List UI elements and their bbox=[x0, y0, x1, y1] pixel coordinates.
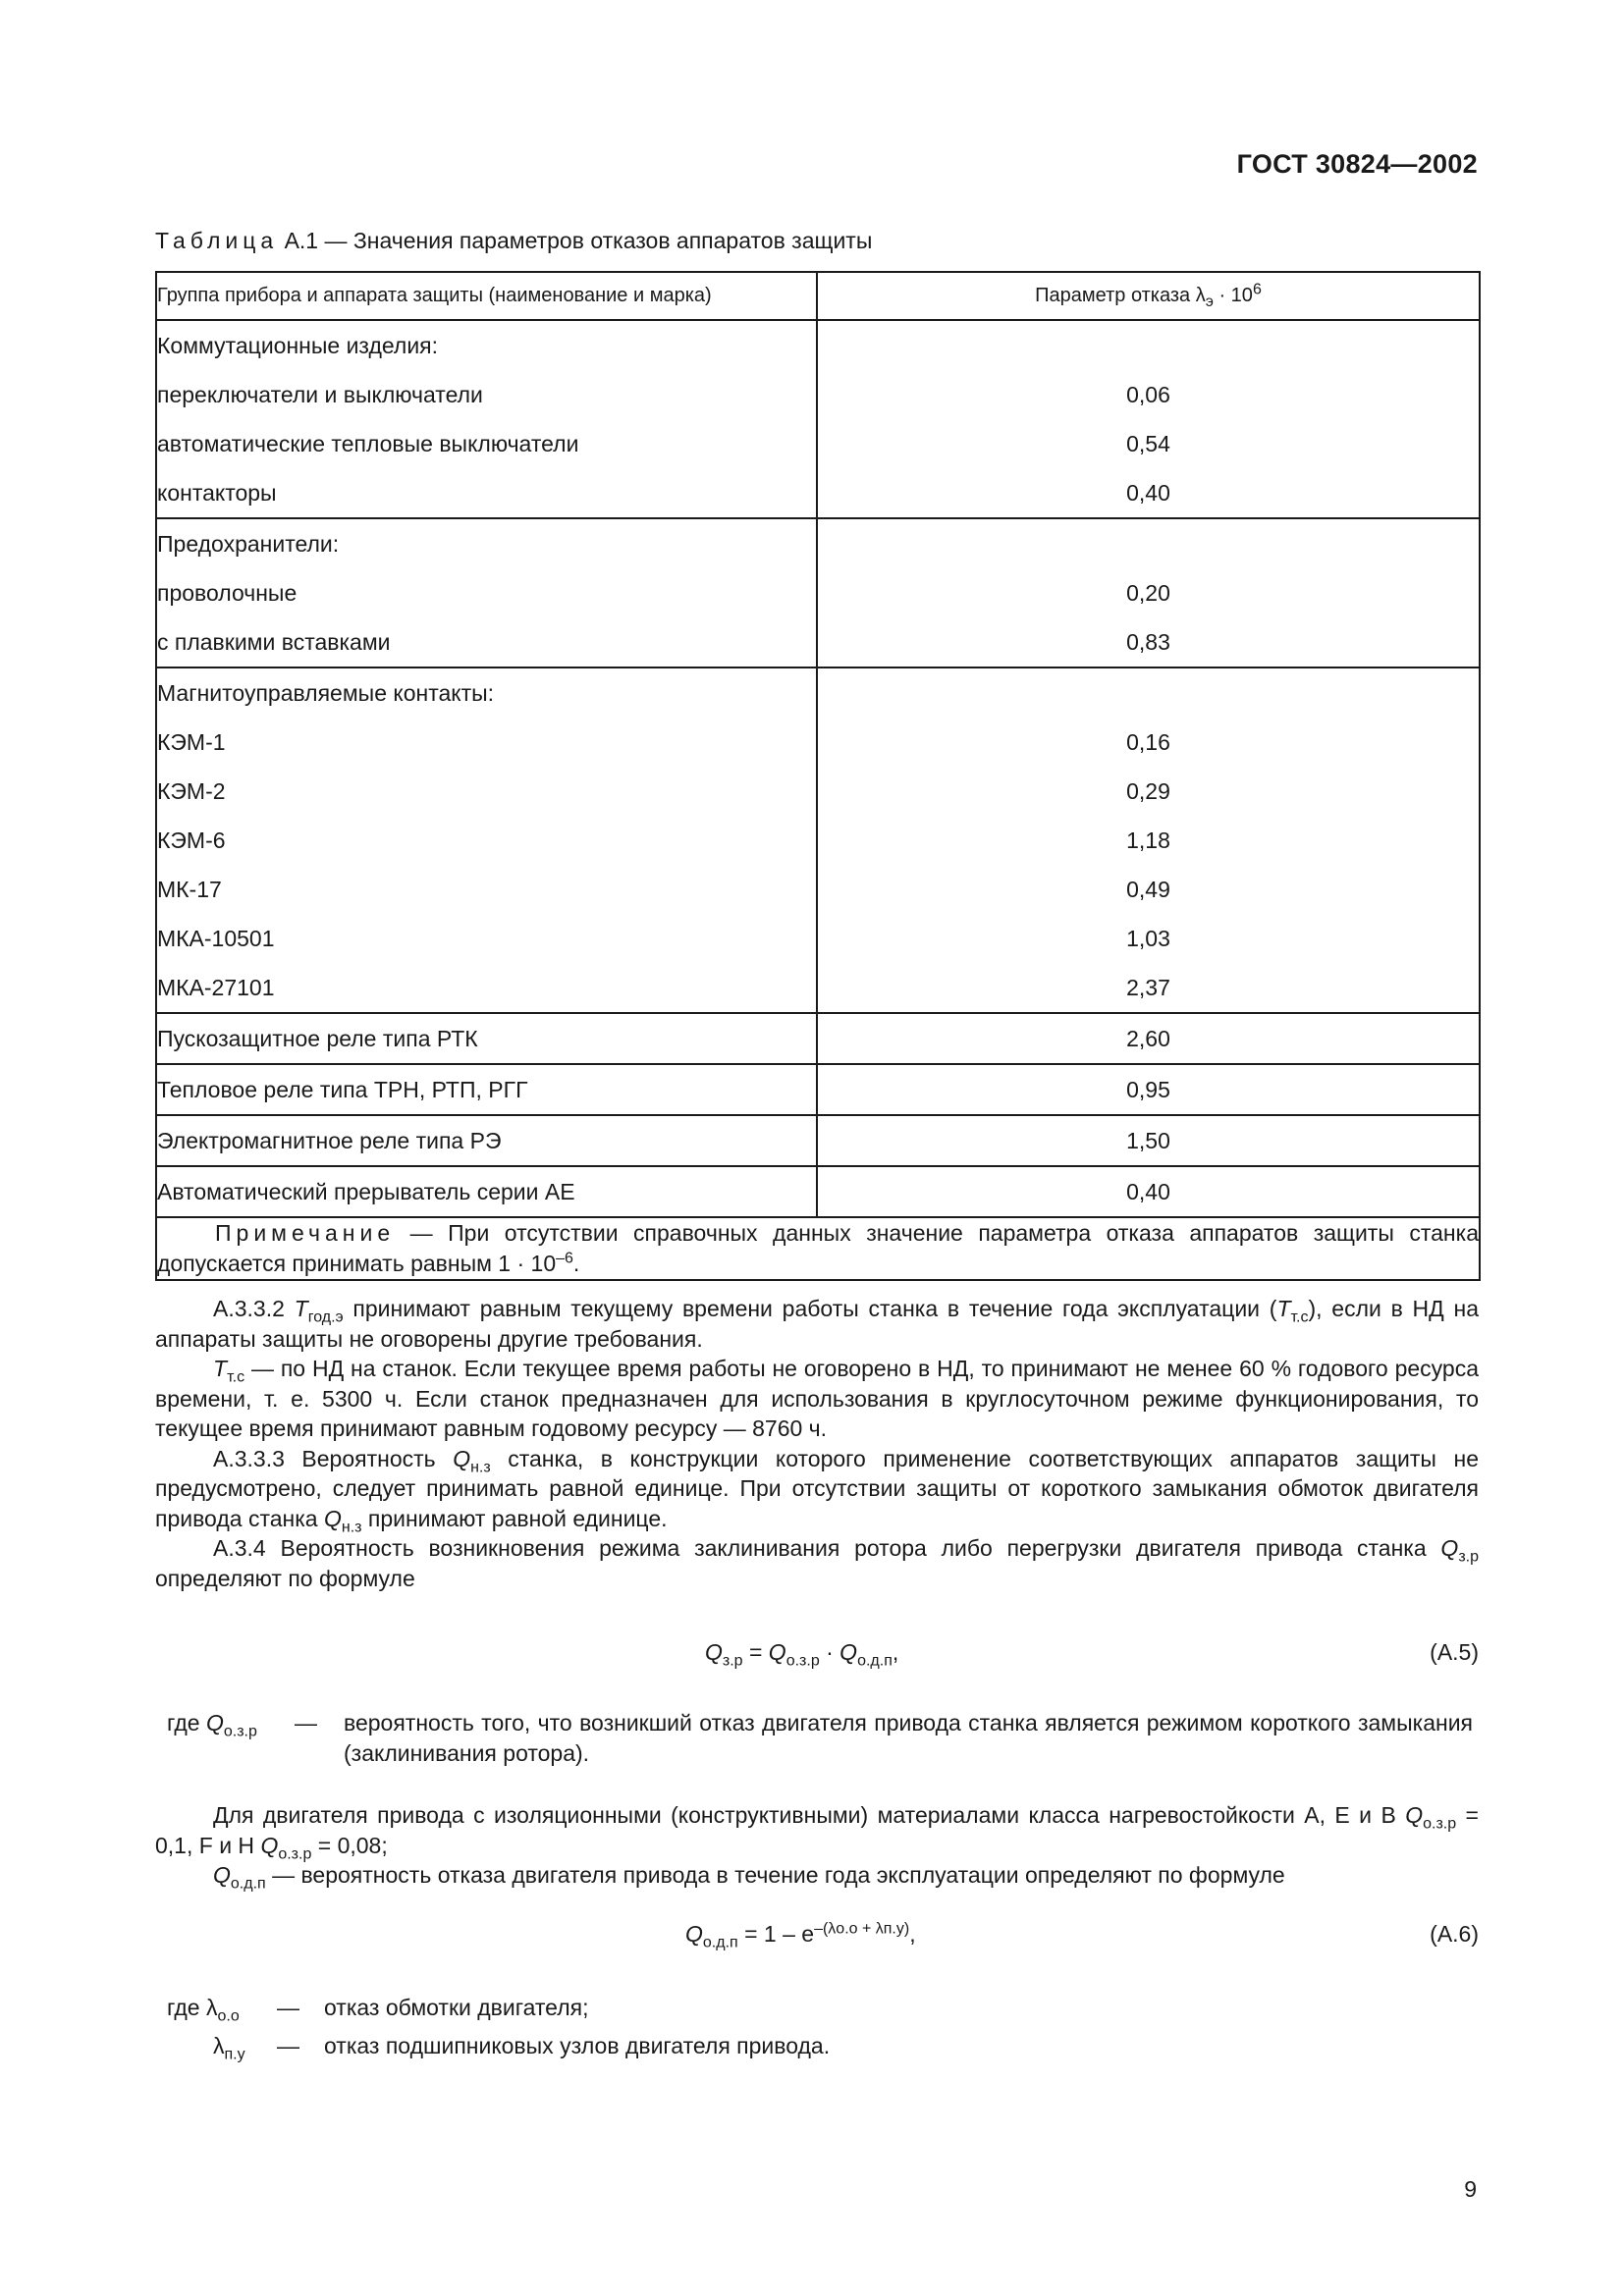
table-cell-value: 2,37 bbox=[817, 963, 1480, 1013]
table-cell-value: 0,54 bbox=[817, 419, 1480, 468]
table-cell-device: КЭМ-1 bbox=[156, 718, 817, 767]
table-cell-device: МКА-10501 bbox=[156, 914, 817, 963]
table-cell-value: 0,83 bbox=[817, 617, 1480, 667]
table-cell-device: Магнитоуправляемые контакты: bbox=[156, 667, 817, 718]
table-caption-label: Таблица bbox=[155, 228, 279, 253]
where-dash-lambda-oo: — bbox=[277, 1995, 299, 2020]
table-cell-device: Автоматический прерыватель серии АЕ bbox=[156, 1166, 817, 1217]
page-number: 9 bbox=[1464, 2176, 1477, 2202]
table-caption-text: А.1 — Значения параметров отказов аппаратов защиты bbox=[278, 228, 873, 253]
table-cell-device: переключатели и выключатели bbox=[156, 370, 817, 419]
body-text-section bbox=[155, 1294, 1479, 1593]
where-definition-qozr: вероятность того, что возникший отказ двигателя привода станка является режимом короткого замыкания (заклинивания ротора). bbox=[344, 1710, 1473, 1766]
paragraph-t-tc: $T_{т.с}$ — по НД на станок. Если текущее время работы не оговорено в НД, то принимают не менее 60 % годового ресурса времени, т. е. 5300 ч. Если станок предназначен для использования в круглосуточном режиме функционирования, то текущее время принимают равным годовому ресурсу — 8760 ч. bbox=[155, 1356, 1479, 1441]
table-cell-device: контакторы bbox=[156, 468, 817, 518]
note-label: Примечание bbox=[215, 1220, 396, 1246]
table-cell-device: Тепловое реле типа ТРН, РТП, РГГ bbox=[156, 1064, 817, 1115]
table-cell-device: Пускозащитное реле типа РТК bbox=[156, 1013, 817, 1064]
where-label-lambda-oo: где $\lambda_{о.о}$ bbox=[167, 1995, 240, 2025]
table-row bbox=[156, 1115, 1480, 1166]
table-row bbox=[156, 767, 1480, 816]
where-definition-lambda-oo: отказ обмотки двигателя; bbox=[324, 1995, 589, 2020]
table-cell-value bbox=[817, 320, 1480, 370]
table-cell-device: автоматические тепловые выключатели bbox=[156, 419, 817, 468]
where-label-lambda-pu: $\lambda_{п.у}$ bbox=[213, 2033, 245, 2063]
table-header-row bbox=[156, 272, 1480, 320]
table-cell-value: 1,03 bbox=[817, 914, 1480, 963]
table-note-row bbox=[156, 1217, 1480, 1280]
table-cell-value: 0,40 bbox=[817, 468, 1480, 518]
table-cell-device: КЭМ-6 bbox=[156, 816, 817, 865]
paragraph-insulation-class: Для двигателя привода с изоляционными (конструктивными) материалами класса нагревостойкости А, Е и В $Q_{о.з.р} = 0,1$, F и H $Q_{о.з.р} = 0,08$; bbox=[155, 1802, 1479, 1863]
table-row bbox=[156, 370, 1480, 419]
column-header-device-group: Группа прибора и аппарата защиты (наименование и марка) bbox=[156, 272, 817, 320]
formula-a5: $Q_{з.р} = Q_{о.з.р} \cdot Q_{о.д.п}$, bbox=[705, 1639, 899, 1670]
table-row bbox=[156, 667, 1480, 718]
document-code: ГОСТ 30824—2002 bbox=[1236, 149, 1478, 179]
table-row bbox=[156, 419, 1480, 468]
table-row bbox=[156, 816, 1480, 865]
table-row bbox=[156, 518, 1480, 568]
table-cell-value: 1,50 bbox=[817, 1115, 1480, 1166]
table-cell-value: 1,18 bbox=[817, 816, 1480, 865]
table-row bbox=[156, 617, 1480, 667]
failure-parameters-table bbox=[155, 271, 1481, 1281]
table-row bbox=[156, 1166, 1480, 1217]
table-row bbox=[156, 865, 1480, 914]
table-cell-value: 0,06 bbox=[817, 370, 1480, 419]
table-cell-value: 0,29 bbox=[817, 767, 1480, 816]
table-cell-value bbox=[817, 518, 1480, 568]
table-cell-device: МК-17 bbox=[156, 865, 817, 914]
where-label-qozr: где $Q_{о.з.р}$ bbox=[167, 1710, 257, 1740]
table-cell-value: 0,16 bbox=[817, 718, 1480, 767]
table-row bbox=[156, 468, 1480, 518]
table-cell-value: 2,60 bbox=[817, 1013, 1480, 1064]
column-header-failure-parameter: Параметр отказа $\lambda_э \cdot 10^6$ bbox=[817, 272, 1480, 320]
table-cell-device: КЭМ-2 bbox=[156, 767, 817, 816]
table-row bbox=[156, 963, 1480, 1013]
table-cell-device: проволочные bbox=[156, 568, 817, 617]
table-row bbox=[156, 1013, 1480, 1064]
paragraph-a34: А.3.4 Вероятность возникновения режима заклинивания ротора либо перегрузки двигателя привода станка $Q_{з.р}$ определяют по формуле bbox=[155, 1535, 1479, 1591]
note-text: — При отсутствии справочных данных значение параметра отказа аппаратов защиты станка допускается принимать равным 1 · 10 bbox=[157, 1220, 1479, 1276]
table-cell-value: 0,20 bbox=[817, 568, 1480, 617]
paragraph-a333: А.3.3.3 Вероятность $Q_{н.з}$ станка, в конструкции которого применение соответствующих аппаратов защиты не предусмотрено, следует принимать равной единице. При отсутствии защиты от короткого замыкания обмоток двигателя привода станка $Q_{н.з}$ принимают равной единице. bbox=[155, 1445, 1479, 1536]
table-caption bbox=[155, 228, 872, 254]
table-note: Примечание — При отсутствии справочных данных значение параметра отказа аппаратов защиты станка допускается принимать равным $1 \cdot 10^{-6}$. bbox=[156, 1217, 1480, 1280]
table-cell-value: 0,95 bbox=[817, 1064, 1480, 1115]
formula-a6: $Q_{о.д.п} = 1 - e^{-(\lambda о.о + \lambda п.у)}$, bbox=[685, 1920, 916, 1951]
table-cell-device: Предохранители: bbox=[156, 518, 817, 568]
table-cell-device: с плавкими вставками bbox=[156, 617, 817, 667]
paragraph-a332: А.3.3.2 $T_{год.э}$ принимают равным текущему времени работы станка в течение года эксплуатации $(T_{т.с})$, если в НД на аппараты защиты не оговорены другие требования. bbox=[155, 1296, 1479, 1352]
table-cell-device: МКА-27101 bbox=[156, 963, 817, 1013]
table-cell-device: Электромагнитное реле типа РЭ bbox=[156, 1115, 817, 1166]
where-definition-lambda-pu: отказ подшипниковых узлов двигателя привода. bbox=[324, 2033, 831, 2058]
table-row bbox=[156, 320, 1480, 370]
table-row bbox=[156, 914, 1480, 963]
table-cell-value: 0,40 bbox=[817, 1166, 1480, 1217]
body-text-lower bbox=[155, 1800, 1479, 1891]
table-row bbox=[156, 1064, 1480, 1115]
table-cell-value bbox=[817, 667, 1480, 718]
where-dash-qozr: — bbox=[295, 1710, 317, 1735]
table-row bbox=[156, 568, 1480, 617]
table-cell-device: Коммутационные изделия: bbox=[156, 320, 817, 370]
table-row bbox=[156, 718, 1480, 767]
paragraph-qodp: $Q_{о.д.п}$ — вероятность отказа двигателя привода в течение года эксплуатации определяют по формуле bbox=[213, 1862, 1285, 1893]
where-dash-lambda-pu: — bbox=[277, 2033, 299, 2058]
formula-number-a6: (А.6) bbox=[1430, 1921, 1479, 1947]
table-cell-value: 0,49 bbox=[817, 865, 1480, 914]
formula-number-a5: (А.5) bbox=[1430, 1639, 1479, 1665]
